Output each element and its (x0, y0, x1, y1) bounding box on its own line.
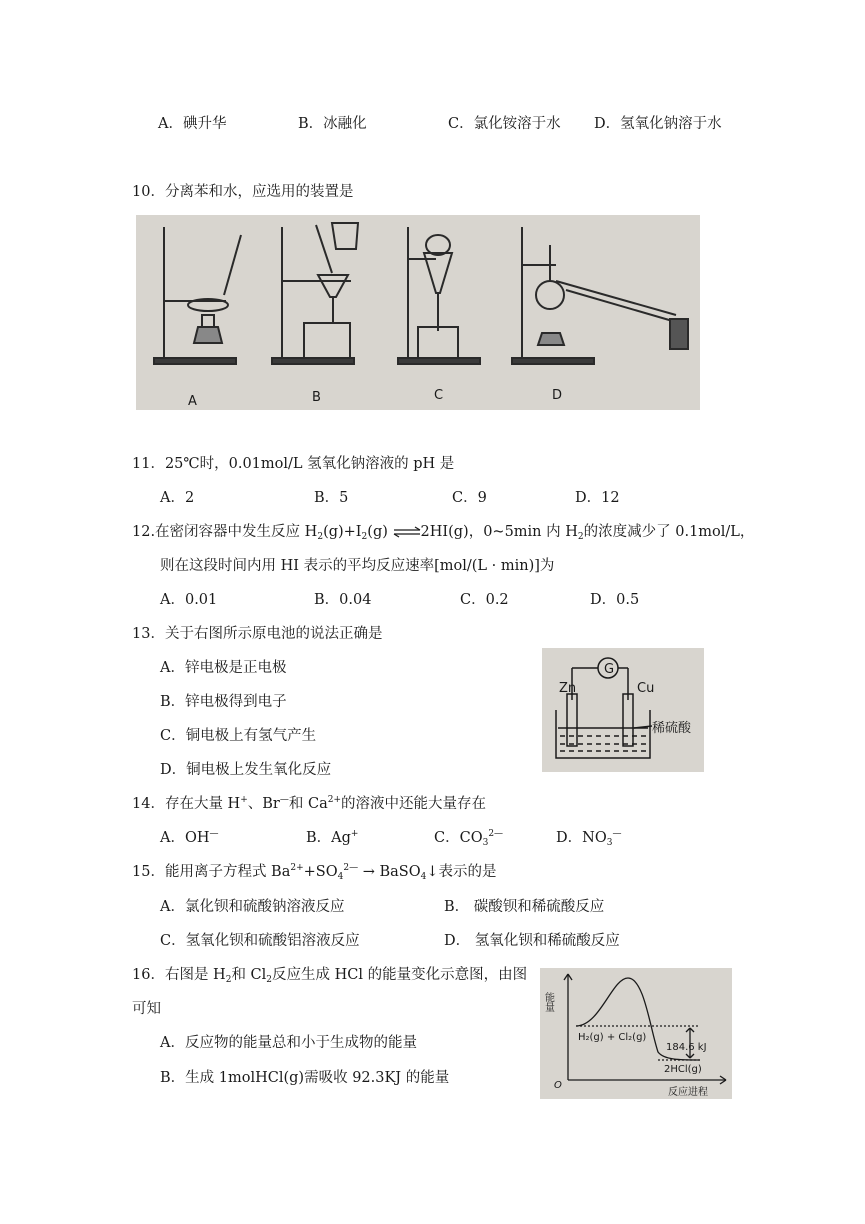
q13-stem: 13．关于右图所示原电池的说法正确是 (132, 626, 383, 642)
q12-stem-line2: 则在这段时间内用 HI 表示的平均反应速率[mol/(L · min)]为 (160, 558, 555, 574)
equilibrium-arrow-icon (393, 526, 421, 538)
electrolyte-label: 稀硫酸 (652, 721, 692, 736)
q10-figure-label-c: C (434, 388, 444, 403)
q15-stem: 15．能用离子方程式 $Ba^{2+}+SO_4^{2—}$ → BaSO$_4$↓表示的是 (132, 863, 497, 882)
q11-option-c: C．9 (452, 490, 487, 506)
q12-option-a: A．0.01 (160, 592, 218, 608)
origin-label: O (554, 1080, 562, 1091)
q15-option-c: C．氢氧化钡和硫酸铝溶液反应 (160, 933, 360, 949)
q16-stem: 16．右图是 $H_2$和 $Cl_2$反应生成 HCl 的能量变化示意图，由图 (132, 967, 528, 985)
zn-electrode-label: Zn (559, 681, 577, 696)
energy-diagram-figure (540, 968, 732, 1099)
q14-stem: 14．存在大量 H+、Br—和 $Ca^{2+}$的溶液中还能大量存在 (132, 795, 486, 812)
q13-option-a: A．锌电极是正电极 (160, 660, 287, 676)
q10-figure-label-d: D (552, 388, 563, 403)
q16-option-b: B．生成 1molHCl(g)需吸收 92.3KJ 的能量 (160, 1070, 450, 1086)
q13-option-b: B．锌电极得到电子 (160, 694, 287, 710)
q16-option-a: A．反应物的能量总和小于生成物的能量 (160, 1035, 417, 1051)
q10-apparatus-figure (136, 215, 700, 410)
q14-option-a: A．OH— (160, 829, 219, 846)
q9-option-d: D．氢氧化钠溶于水 (594, 116, 722, 132)
q16-stem-line2: 可知 (132, 1001, 161, 1017)
q14-option-b: B．Ag+ (306, 829, 359, 846)
q10-stem: 10．分离苯和水，应选用的装置是 (132, 184, 354, 200)
galvanic-cell-figure (542, 648, 704, 772)
energy-axis-label: 能量 (542, 992, 554, 1012)
q14-option-c: C．$CO_3^{2—}$ (434, 829, 504, 848)
q15-option-a: A．氯化钡和硫酸钠溶液反应 (160, 899, 345, 915)
q10-figure-label-a: A (188, 394, 197, 409)
q11-stem: 11．25℃时，0.01mol/L 氢氧化钠溶液的 pH 是 (132, 456, 455, 472)
q12-option-c: C．0.2 (460, 592, 509, 608)
q14-option-d: D．$NO_3^—$ (556, 829, 622, 848)
q10-figure-label-b: B (312, 390, 321, 405)
reaction-progress-label: 反应进程 (668, 1087, 708, 1098)
q11-option-a: A．2 (160, 490, 195, 506)
q11-option-d: D．12 (575, 490, 620, 506)
q13-option-c: C．铜电极上有氢气产生 (160, 728, 317, 744)
q9-option-a: A．碘升华 (158, 116, 227, 132)
q9-option-b: B．冰融化 (298, 116, 367, 132)
q12-option-b: B．0.04 (314, 592, 372, 608)
q11-option-b: B．5 (314, 490, 349, 506)
q15-option-d: D． 氢氧化钡和稀硫酸反应 (444, 933, 620, 949)
cu-electrode-label: Cu (637, 681, 655, 696)
q13-option-d: D．铜电极上发生氧化反应 (160, 762, 332, 778)
product-label: 2HCl(g) (664, 1064, 702, 1075)
delta-h-label: 184.6 kJ (666, 1042, 707, 1053)
q12-stem: 12.在密闭容器中发生反应 $H_2(g)+I_2(g)$ 2HI(g)，0~5min 内 $H_2$的浓度减少了 0.1mol/L， (132, 524, 755, 542)
q15-option-b: B． 碳酸钡和稀硫酸反应 (444, 899, 605, 915)
reactants-label: H₂(g) + Cl₂(g) (578, 1032, 647, 1043)
q12-option-d: D．0.5 (590, 592, 640, 608)
galvanometer-label: G (604, 662, 615, 677)
q9-option-c: C．氯化铵溶于水 (448, 116, 561, 132)
